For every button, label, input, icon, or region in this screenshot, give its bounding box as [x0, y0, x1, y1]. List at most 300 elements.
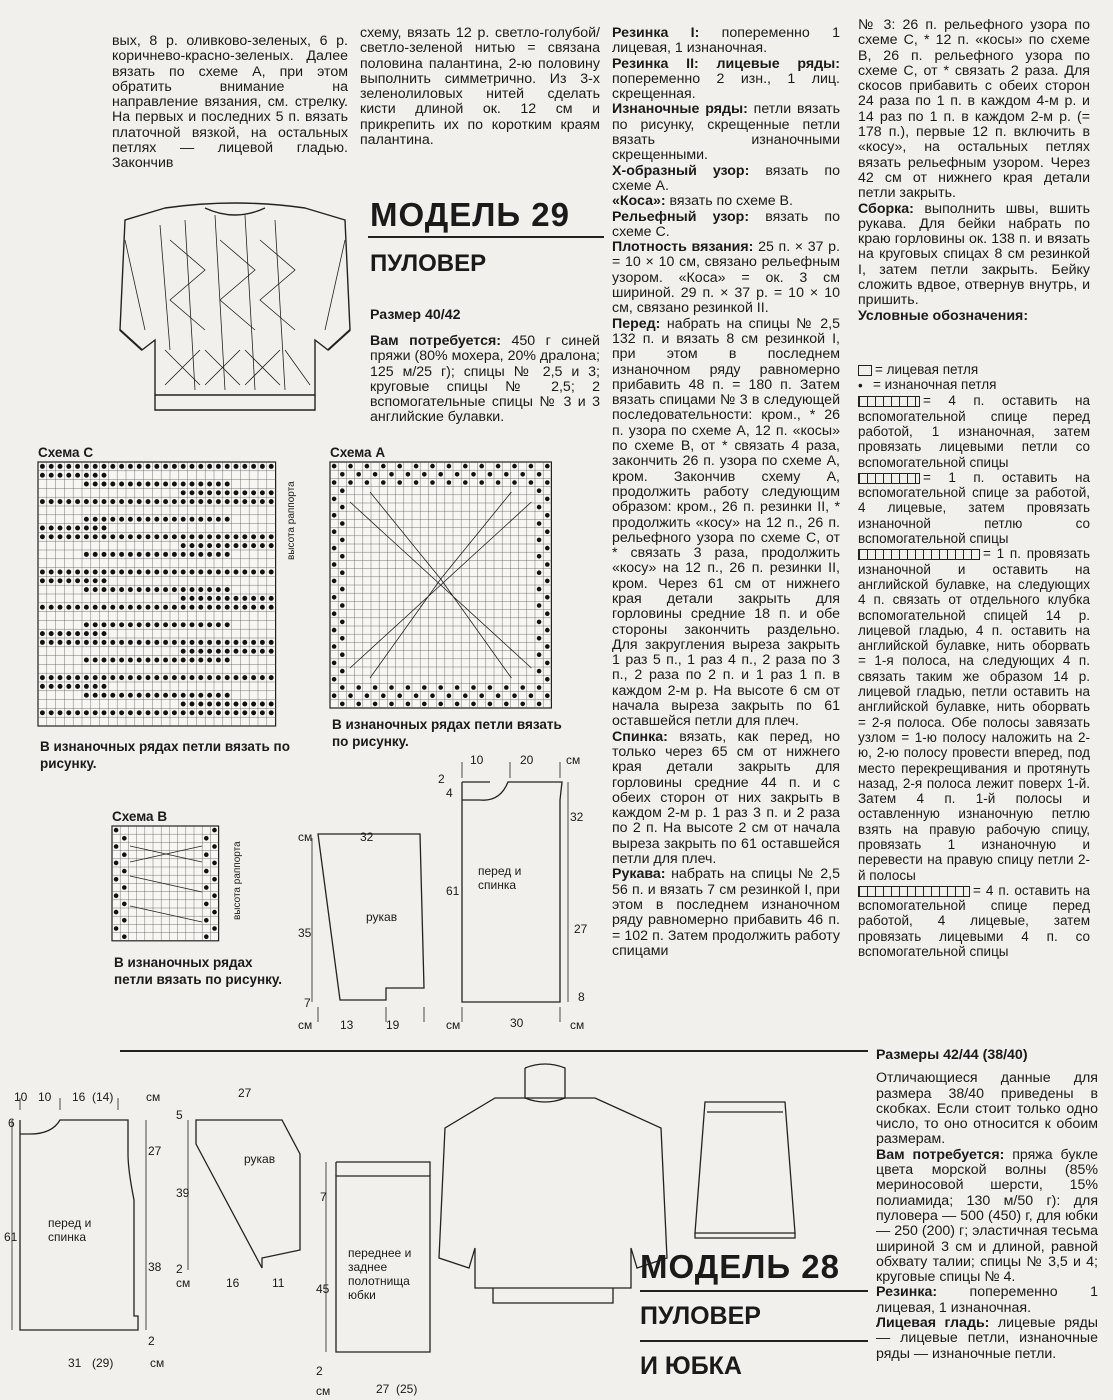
purl-stitch-mark — [414, 693, 419, 698]
purl-stitch-mark — [242, 649, 247, 654]
purl-stitch-mark — [122, 885, 127, 890]
purl-stitch-mark — [463, 693, 468, 698]
purl-stitch-mark — [137, 464, 142, 469]
face-label: Лицевая гладь: — [876, 1315, 990, 1332]
purl-stitch-mark — [102, 710, 107, 715]
purl-stitch-mark — [479, 464, 484, 469]
purl-stitch-mark — [234, 702, 239, 707]
dim-label: 39 — [176, 1186, 190, 1200]
purl-stitch-mark — [216, 622, 221, 627]
dim-label: 20 — [520, 753, 534, 767]
purl-stitch-mark — [225, 534, 230, 539]
materials-text: пряжа букле цвета морской волны (85% мериносовой шерсти, 15% полиамида; 130 м/50 г): для пуловера — 500 (450) г, для юбки — 250 (200) г; эластичная тесьма шириной 3 см и длиной, равной обхвату талии; спицы № 3,5 и 4; круговые спицы № 4. — [876, 1146, 1098, 1286]
purl-stitch-mark — [114, 893, 119, 898]
purl-stitch-mark — [84, 482, 89, 487]
purl-stitch-mark — [163, 552, 168, 557]
purl-stitch-mark — [207, 464, 212, 469]
purl-stitch-mark — [102, 640, 107, 645]
purl-stitch-mark — [207, 710, 212, 715]
repeat-label: высота раппорта — [286, 481, 297, 560]
purl-stitch-mark — [181, 534, 186, 539]
legend-item — [858, 362, 1090, 377]
purl-stitch-mark — [154, 464, 159, 469]
purl-stitch-mark — [260, 543, 265, 548]
purl-stitch-mark — [537, 505, 542, 510]
purl-stitch-mark — [204, 836, 209, 841]
purl-stitch-mark — [49, 684, 54, 689]
purl-stitch-mark — [198, 543, 203, 548]
dim-label: 10 — [14, 1090, 28, 1104]
purl-stitch-mark — [207, 517, 212, 522]
paragraph-text: набрать на спицы № 2,5 56 п. и вязать 7 см резинкой I, при этом в последнем изнаночном ряду равномерно прибавить 46 п. = 102 п. Затем продолжить работу спицами — [612, 866, 840, 959]
purl-stitch-mark — [251, 710, 256, 715]
model-28-intro: Отличающиеся данные для размера 38/40 приведены в скобках. Если стоит только одно число, то оно относится к обоим размерам. — [876, 1070, 1098, 1148]
paragraph: схему, вязать 12 р. светло-голубой/светло-зеленой нитью = связана половина палантина, 2-ю половину выполнить симметрично. Из 3-х зеленолиловых нитей сделать кисти длиной ок. 12 см и прикрепить их по коротким краям палантина. — [360, 25, 600, 149]
legend-text: = 1 п. провязать изнаночной и оставить на английской булавке, на следующих 4 п. связать от отдельного клубка вспомогательной спицей 14 р. лицевой гладью, 4 п. оставить на английской булавке, нить оборвать = 1-я полоса, на следующих 4 п. связать таким же образом 14 р. лицевой гладью, петли оставить на английской булавке, нить оборвать = 2-я полоса. Обе полосы завязать узлом = 1-ю полосу наложить на 2-ю, 2-ю полосу провести вперед, под место перекрещивания и протянуть назад, 2-я полоса лежит поверх 1-й. Затем 4 п. 1-й полосы и оставленную изнаночную петлю взять на правую рабочую спицу, провязать 1 изнаночную и перевести на правую спицу петли 2-й полосы — [858, 546, 1090, 883]
scheme-c-grid — [38, 462, 278, 728]
purl-stitch-mark — [128, 534, 133, 539]
purl-stitch-mark — [66, 526, 71, 531]
purl-stitch-mark — [58, 684, 63, 689]
purl-stitch-mark — [128, 675, 133, 680]
purl-stitch-mark — [110, 587, 115, 592]
purl-stitch-mark — [163, 605, 168, 610]
purl-stitch-mark — [163, 693, 168, 698]
purl-stitch-mark — [102, 482, 107, 487]
purl-stitch-mark — [504, 702, 509, 707]
purl-stitch-mark — [479, 693, 484, 698]
purl-stitch-mark — [332, 661, 337, 666]
legend-text: = 4 п. оставить на вспомогательной спице перед работой, 1 изнаночная, затем провязать лицевыми петли со вспомогательной спицы — [858, 393, 1090, 470]
purl-stitch-mark — [75, 710, 80, 715]
purl-stitch-mark — [340, 554, 345, 559]
purl-stitch-mark — [225, 552, 230, 557]
scheme-b-grid — [112, 826, 222, 946]
purl-stitch-mark — [163, 517, 168, 522]
purl-stitch-mark — [122, 934, 127, 939]
purl-stitch-mark — [172, 570, 177, 575]
purl-stitch-mark — [463, 464, 468, 469]
purl-stitch-mark — [172, 552, 177, 557]
purl-stitch-mark — [75, 675, 80, 680]
dim-unit: см — [316, 1384, 331, 1398]
dim-label: 32 — [570, 810, 584, 824]
legend-symbol-icon — [858, 549, 980, 560]
purl-stitch-mark — [234, 675, 239, 680]
purl-stitch-mark — [172, 587, 177, 592]
piece-label-sleeve: рукав — [366, 910, 398, 924]
purl-stitch-mark — [154, 693, 159, 698]
purl-stitch-mark — [438, 472, 443, 477]
purl-stitch-mark — [84, 710, 89, 715]
purl-stitch-mark — [332, 595, 337, 600]
purl-stitch-mark — [520, 472, 525, 477]
purl-stitch-mark — [225, 517, 230, 522]
purl-stitch-mark — [181, 543, 186, 548]
purl-stitch-mark — [102, 517, 107, 522]
purl-stitch-mark — [397, 480, 402, 485]
purl-stitch-mark — [204, 852, 209, 857]
purl-stitch-mark — [356, 685, 361, 690]
purl-stitch-mark — [93, 684, 98, 689]
paragraph-lead: Резинка I: — [612, 25, 700, 41]
purl-stitch-mark — [512, 693, 517, 698]
purl-stitch-mark — [146, 640, 151, 645]
purl-stitch-mark — [119, 482, 124, 487]
purl-stitch-mark — [242, 570, 247, 575]
purl-stitch-mark — [269, 640, 274, 645]
purl-stitch-mark — [137, 482, 142, 487]
purl-stitch-mark — [75, 640, 80, 645]
paragraph-lead: Рельефный узор: — [612, 208, 750, 225]
purl-stitch-mark — [225, 596, 230, 601]
purl-stitch-mark — [234, 543, 239, 548]
purl-stitch-mark — [172, 622, 177, 627]
purl-stitch-mark — [119, 552, 124, 557]
purl-stitch-mark — [207, 482, 212, 487]
dim-label: 61 — [4, 1230, 18, 1244]
purl-stitch-mark — [537, 669, 542, 674]
purl-stitch-mark — [438, 685, 443, 690]
dim-unit: см — [298, 1018, 313, 1032]
purl-stitch-mark — [93, 587, 98, 592]
purl-stitch-mark — [154, 710, 159, 715]
purl-stitch-mark — [84, 578, 89, 583]
purl-stitch-mark — [251, 675, 256, 680]
piece-label-body: перед и спинка — [478, 864, 522, 892]
purl-stitch-mark — [190, 675, 195, 680]
purl-stitch-mark — [406, 685, 411, 690]
purl-stitch-mark — [181, 702, 186, 707]
purl-stitch-mark — [198, 658, 203, 663]
purl-stitch-mark — [251, 649, 256, 654]
purl-stitch-mark — [260, 649, 265, 654]
purl-stitch-mark — [93, 578, 98, 583]
purl-stitch-mark — [198, 702, 203, 707]
dim-label: 27 — [238, 1086, 252, 1100]
purl-stitch-mark — [269, 596, 274, 601]
purl-stitch-mark — [66, 473, 71, 478]
purl-stitch-mark — [225, 658, 230, 663]
purl-stitch-mark — [207, 570, 212, 575]
legend-item — [858, 393, 1090, 469]
purl-stitch-mark — [75, 684, 80, 689]
purl-stitch-mark — [216, 587, 221, 592]
dim-label: (29) — [92, 1356, 114, 1370]
purl-stitch-mark — [332, 611, 337, 616]
purl-stitch-mark — [381, 693, 386, 698]
purl-stitch-mark — [114, 861, 119, 866]
purl-stitch-mark — [251, 640, 256, 645]
purl-stitch-mark — [49, 499, 54, 504]
purl-stitch-mark — [102, 658, 107, 663]
purl-stitch-mark — [146, 658, 151, 663]
legend-symbol-icon — [858, 886, 970, 897]
purl-stitch-mark — [251, 490, 256, 495]
purl-stitch-mark — [198, 675, 203, 680]
purl-stitch-mark — [163, 675, 168, 680]
purl-stitch-mark — [40, 631, 45, 636]
purl-stitch-mark — [260, 570, 265, 575]
purl-stitch-mark — [242, 464, 247, 469]
model-28-subtitle-1: ПУЛОВЕР — [640, 1302, 761, 1330]
legend-item — [858, 883, 1090, 959]
purl-stitch-mark — [260, 675, 265, 680]
legend-text: = лицевая петля — [875, 362, 979, 377]
purl-stitch-mark — [496, 693, 501, 698]
purl-stitch-mark — [225, 464, 230, 469]
purl-stitch-mark — [66, 464, 71, 469]
purl-stitch-mark — [154, 658, 159, 663]
purl-stitch-mark — [84, 684, 89, 689]
purl-stitch-mark — [207, 499, 212, 504]
purl-stitch-mark — [332, 546, 337, 551]
purl-stitch-mark — [163, 464, 168, 469]
purl-stitch-mark — [269, 702, 274, 707]
purl-stitch-mark — [216, 552, 221, 557]
purl-stitch-mark — [102, 587, 107, 592]
purl-stitch-mark — [181, 710, 186, 715]
purl-stitch-mark — [373, 685, 378, 690]
purl-stitch-mark — [340, 702, 345, 707]
purl-stitch-mark — [545, 513, 550, 518]
purl-stitch-mark — [340, 652, 345, 657]
purl-stitch-mark — [251, 605, 256, 610]
purl-stitch-mark — [102, 534, 107, 539]
dim-label: 35 — [298, 926, 312, 940]
model-29-subtitle: ПУЛОВЕР — [370, 250, 487, 277]
purl-stitch-mark — [198, 499, 203, 504]
purl-stitch-mark — [128, 570, 133, 575]
purl-stitch-mark — [128, 587, 133, 592]
purl-stitch-mark — [66, 534, 71, 539]
purl-stitch-mark — [529, 480, 534, 485]
model-28-subtitle-2: И ЮБКА — [640, 1352, 742, 1380]
purl-stitch-mark — [172, 534, 177, 539]
piece-label-sleeve: рукав — [244, 1152, 276, 1166]
purl-stitch-mark — [537, 603, 542, 608]
purl-stitch-mark — [181, 596, 186, 601]
divider — [640, 1290, 868, 1292]
paragraph-text: вязать, как перед, но только через 65 см от нижнего края детали закрыть для горловины средние 44 п. и с обеих сторон от них закрыть в каждом 2-м р. 1 раз 3 п. и 2 раза по 2 п. На высоте 2 см от начала выреза закрыть по 61 оставшейся петли для плеч. — [612, 728, 840, 868]
purl-stitch-mark — [102, 693, 107, 698]
purl-stitch-mark — [234, 490, 239, 495]
purl-stitch-mark — [332, 562, 337, 567]
purl-stitch-mark — [75, 605, 80, 610]
purl-stitch-mark — [373, 472, 378, 477]
purl-stitch-mark — [260, 605, 265, 610]
purl-stitch-mark — [163, 534, 168, 539]
continued-text-col1 — [112, 34, 348, 172]
paragraph-text: выполнить швы, вшить рукава. Для бейки набрать по краю горловины ок. 138 п. и вязать на круговых спицах 8 см резинкой I, затем петли закрыть. Бейку сложить вдвое, отвернув внутрь, и пришить. — [858, 200, 1090, 309]
sweater-29-illustration — [110, 200, 360, 415]
purl-stitch-mark — [216, 499, 221, 504]
purl-stitch-mark — [340, 538, 345, 543]
purl-stitch-mark — [269, 464, 274, 469]
purl-stitch-mark — [545, 480, 550, 485]
purl-stitch-mark — [512, 464, 517, 469]
purl-stitch-mark — [340, 685, 345, 690]
purl-stitch-mark — [545, 497, 550, 502]
purl-stitch-mark — [110, 534, 115, 539]
purl-stitch-mark — [242, 543, 247, 548]
purl-stitch-mark — [512, 480, 517, 485]
purl-stitch-mark — [110, 675, 115, 680]
purl-stitch-mark — [545, 562, 550, 567]
purl-stitch-mark — [66, 710, 71, 715]
dim-unit: см — [566, 753, 581, 767]
purl-stitch-mark — [332, 693, 337, 698]
purl-stitch-mark — [102, 464, 107, 469]
instructions-col4 — [858, 18, 1090, 324]
purl-stitch-mark — [119, 693, 124, 698]
purl-stitch-mark — [529, 464, 534, 469]
purl-stitch-mark — [332, 529, 337, 534]
purl-stitch-mark — [198, 605, 203, 610]
purl-stitch-mark — [181, 499, 186, 504]
purl-stitch-mark — [137, 693, 142, 698]
purl-stitch-mark — [216, 596, 221, 601]
purl-stitch-mark — [269, 499, 274, 504]
purl-stitch-mark — [447, 693, 452, 698]
purl-stitch-mark — [207, 543, 212, 548]
purl-stitch-mark — [537, 636, 542, 641]
purl-stitch-mark — [204, 918, 209, 923]
purl-stitch-mark — [216, 675, 221, 680]
purl-stitch-mark — [75, 631, 80, 636]
purl-stitch-mark — [190, 702, 195, 707]
purl-stitch-mark — [102, 570, 107, 575]
purl-stitch-mark — [397, 464, 402, 469]
purl-stitch-mark — [234, 596, 239, 601]
legend-text: = 4 п. оставить на вспомогательной спице перед работой, 4 лицевые, затем провязать лицевыми 4 п. со вспомогательной спицы — [858, 882, 1090, 960]
purl-stitch-mark — [204, 869, 209, 874]
purl-stitch-mark — [40, 675, 45, 680]
purl-stitch-mark — [93, 552, 98, 557]
paragraph-text: вязать по схеме А. — [612, 162, 840, 194]
purl-stitch-mark — [332, 497, 337, 502]
purl-stitch-mark — [198, 464, 203, 469]
purl-stitch-mark — [207, 649, 212, 654]
purl-stitch-mark — [154, 640, 159, 645]
purl-stitch-mark — [110, 517, 115, 522]
paragraph-text: вязать по схеме В. — [665, 193, 793, 210]
purl-stitch-mark — [93, 526, 98, 531]
purl-stitch-mark — [146, 482, 151, 487]
purl-stitch-mark — [545, 546, 550, 551]
purl-stitch-mark — [537, 521, 542, 526]
purl-stitch-mark — [58, 578, 63, 583]
purl-stitch-mark — [58, 464, 63, 469]
purl-stitch-mark — [447, 480, 452, 485]
purl-stitch-mark — [234, 710, 239, 715]
paragraph-text: вязать по схеме С. — [612, 208, 840, 240]
purl-stitch-mark — [66, 631, 71, 636]
purl-stitch-mark — [537, 538, 542, 543]
purl-stitch-mark — [181, 482, 186, 487]
purl-stitch-mark — [389, 702, 394, 707]
purl-stitch-mark — [225, 622, 230, 627]
purl-stitch-mark — [216, 649, 221, 654]
purl-stitch-mark — [545, 661, 550, 666]
purl-stitch-mark — [216, 702, 221, 707]
purl-stitch-mark — [181, 587, 186, 592]
purl-stitch-mark — [84, 587, 89, 592]
purl-stitch-mark — [545, 579, 550, 584]
purl-stitch-mark — [198, 649, 203, 654]
purl-stitch-mark — [40, 473, 45, 478]
purl-stitch-mark — [422, 702, 427, 707]
purl-stitch-mark — [93, 499, 98, 504]
dim-label: 27 — [574, 922, 588, 936]
dim-label: 27 — [148, 1144, 162, 1158]
purl-stitch-mark — [332, 480, 337, 485]
purl-stitch-mark — [212, 828, 217, 833]
materials-label: Вам потребуется: — [370, 333, 501, 349]
purl-stitch-mark — [225, 482, 230, 487]
dim-unit: см — [146, 1090, 161, 1104]
purl-stitch-mark — [163, 570, 168, 575]
purl-stitch-mark — [225, 499, 230, 504]
purl-stitch-mark — [216, 658, 221, 663]
dim-label: 7 — [320, 1190, 327, 1204]
purl-stitch-mark — [137, 710, 142, 715]
purl-stitch-mark — [40, 534, 45, 539]
purl-stitch-mark — [110, 693, 115, 698]
purl-stitch-mark — [225, 605, 230, 610]
purl-stitch-mark — [128, 710, 133, 715]
purl-stitch-mark — [172, 464, 177, 469]
paragraph-lead: «Коса»: — [612, 193, 666, 210]
purl-stitch-mark — [128, 693, 133, 698]
dim-label: 5 — [176, 1108, 183, 1122]
purl-stitch-mark — [332, 579, 337, 584]
purl-stitch-mark — [128, 482, 133, 487]
purl-stitch-mark — [110, 605, 115, 610]
pattern-29-diagram — [290, 752, 600, 1032]
purl-stitch-mark — [190, 622, 195, 627]
purl-stitch-mark — [332, 464, 337, 469]
purl-stitch-mark — [216, 640, 221, 645]
paragraph-lead: Изнаночные ряды: — [612, 101, 748, 118]
purl-stitch-mark — [389, 685, 394, 690]
purl-stitch-mark — [40, 526, 45, 531]
purl-stitch-mark — [84, 499, 89, 504]
purl-stitch-mark — [49, 526, 54, 531]
purl-stitch-mark — [190, 693, 195, 698]
purl-stitch-mark — [84, 605, 89, 610]
purl-stitch-mark — [216, 710, 221, 715]
purl-stitch-mark — [119, 605, 124, 610]
paragraph — [612, 317, 840, 730]
purl-stitch-mark — [49, 534, 54, 539]
purl-stitch-mark — [225, 640, 230, 645]
purl-stitch-mark — [430, 480, 435, 485]
purl-stitch-mark — [181, 693, 186, 698]
purl-stitch-mark — [128, 622, 133, 627]
paragraph — [612, 57, 840, 103]
purl-stitch-mark — [172, 499, 177, 504]
rib-text: попеременно 1 лицевая, 1 изнаночная. — [876, 1284, 1098, 1316]
purl-stitch-mark — [84, 640, 89, 645]
purl-stitch-mark — [198, 570, 203, 575]
purl-stitch-mark — [207, 587, 212, 592]
purl-stitch-mark — [190, 658, 195, 663]
purl-stitch-mark — [75, 473, 80, 478]
purl-stitch-mark — [102, 605, 107, 610]
purl-stitch-mark — [397, 693, 402, 698]
purl-stitch-mark — [172, 482, 177, 487]
